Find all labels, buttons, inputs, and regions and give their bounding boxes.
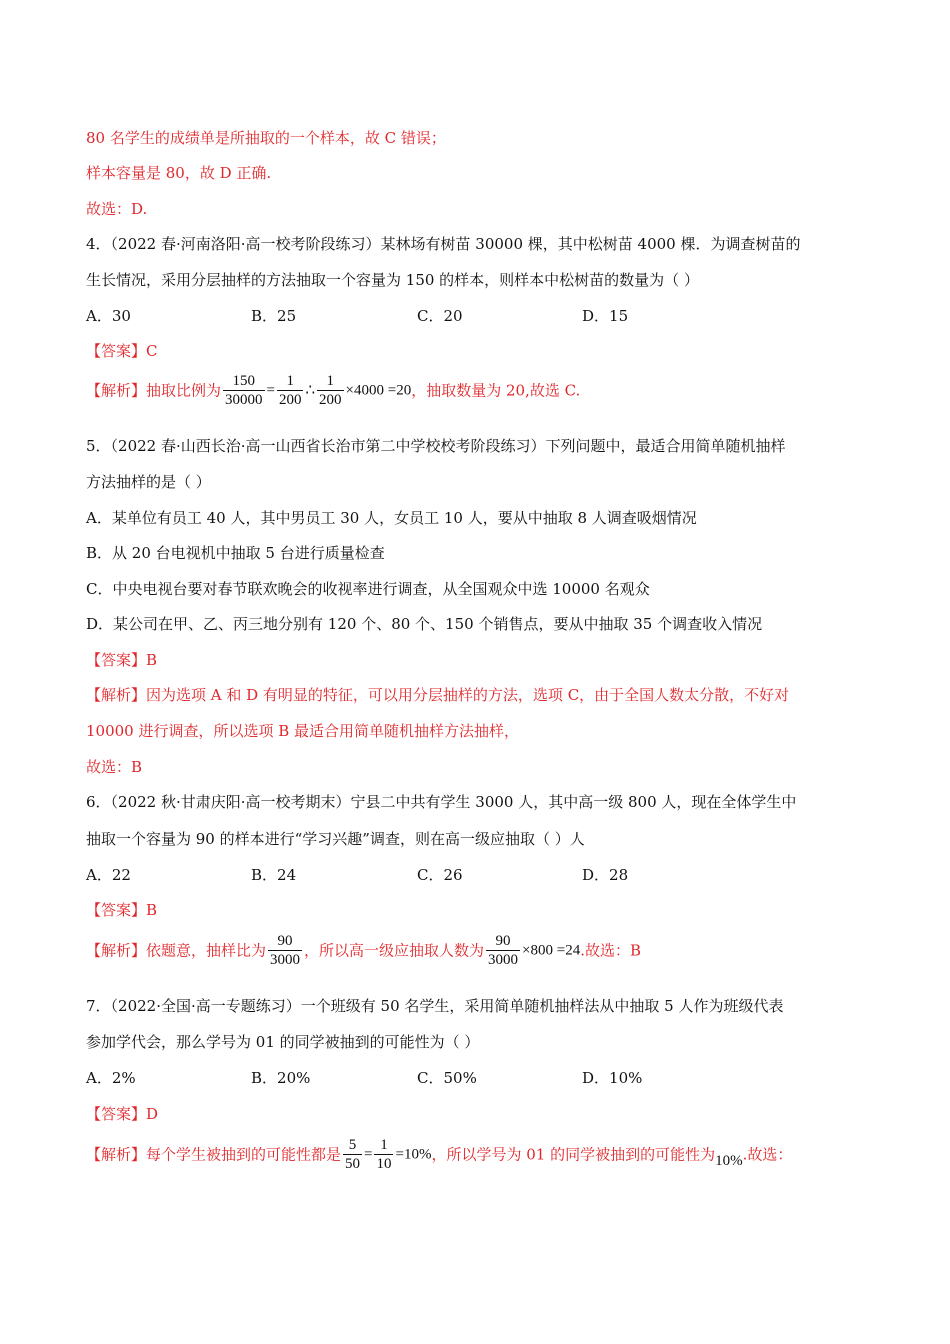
q7-answer: 【答案】D — [86, 1105, 159, 1123]
q5-option-d: D．某公司在甲、乙、丙三地分别有 120 个、80 个、150 个销售点，要从中抽取 35 个调查收入情况 — [86, 615, 763, 633]
q5-analysis-line3: 故选：B — [86, 758, 143, 776]
q6-analysis-mid: ，所以高一级应抽取人数为 — [304, 941, 485, 960]
q4-stem-line2: 生长情况，采用分层抽样的方法抽取一个容量为 150 的样本，则样本中松树苗的数量为（ ） — [86, 271, 699, 289]
q7-analysis — [86, 1136, 792, 1173]
q5-stem-line1: 5．（2022 春·山西长治·高一山西省长治市第二中学校校考阶段练习）下列问题中，最适合用简单随机抽样 — [86, 437, 786, 455]
q7-analysis-prefix: 【解析】每个学生被抽到的可能性都是 — [86, 1145, 342, 1164]
q4-fraction-150-30000 — [223, 372, 265, 409]
q7-option-b: B．20% — [251, 1069, 311, 1087]
q6-fraction-90-3000 — [268, 932, 302, 969]
q6-option-c: C．26 — [417, 866, 463, 884]
q6-option-a: A．22 — [86, 866, 131, 884]
q6-frac1-num: 90 — [277, 933, 293, 949]
q5-analysis-line1: 【解析】因为选项 A 和 D 有明显的特征，可以用分层抽样的方法，选项 C，由于全国人数太分散，不好对 — [86, 686, 790, 704]
q3-answer-line: 故选：D. — [86, 200, 148, 218]
q4-fraction-1-200 — [277, 372, 304, 409]
q3-analysis-line1: 80 名学生的成绩单是所抽取的一个样本，故 C 错误； — [86, 129, 446, 147]
q6-stem-line2: 抽取一个容量为 90 的样本进行“学习兴趣”调查，则在高一级应抽取（ ）人 — [86, 830, 585, 848]
q6-analysis-prefix: 【解析】依题意，抽样比为 — [86, 941, 267, 960]
q6-stem-line1: 6．（2022 秋·甘肃庆阳·高一校考期末）宁县二中共有学生 3000 人，其中高一级 800 人，现在全体学生中 — [86, 793, 797, 811]
q7-equals: = — [364, 1146, 373, 1163]
q7-stem-line2: 参加学代会，那么学号为 01 的同学被抽到的可能性为（ ） — [86, 1033, 480, 1051]
q6-frac2-num: 90 — [495, 933, 511, 949]
q4-frac3-num: 1 — [326, 373, 335, 389]
q4-fraction-1-200-b — [317, 372, 344, 409]
q6-answer: 【答案】B — [86, 901, 158, 919]
q7-fraction-1-10 — [374, 1136, 393, 1173]
q6-product: ×800 =24 — [522, 942, 581, 959]
q4-stem-line1: 4．（2022 春·河南洛阳·高一校考阶段练习）某林场有树苗 30000 棵，其中松树苗 4000 棵．为调查树苗的 — [86, 235, 801, 253]
q4-answer: 【答案】C — [86, 342, 158, 360]
q4-therefore-symbol: ∴ — [305, 382, 316, 399]
q4-product: ×4000 =20 — [345, 382, 412, 399]
q4-frac2-den: 200 — [278, 392, 302, 408]
q4-option-b: B．25 — [251, 307, 297, 325]
q3-analysis-line2: 样本容量是 80，故 D 正确. — [86, 164, 272, 182]
q6-analysis — [86, 932, 641, 969]
q4-frac2-num: 1 — [286, 373, 294, 389]
q4-option-a: A．30 — [86, 307, 131, 325]
q4-analysis-prefix: 【解析】抽取比例为 — [86, 381, 222, 400]
q6-fraction-90-3000-b — [486, 932, 520, 969]
q6-frac1-den: 3000 — [270, 952, 301, 968]
q7-stem-line1: 7．（2022·全国·高一专题练习）一个班级有 50 名学生，采用简单随机抽样法从中抽取 5 人作为班级代表 — [86, 997, 784, 1015]
q4-frac1-num: 150 — [232, 373, 256, 389]
q7-fraction-5-50 — [343, 1136, 362, 1173]
q7-percent: =10% — [395, 1146, 432, 1163]
q5-analysis-line2: 10000 进行调查，所以选项 B 最适合用简单随机抽样方法抽样， — [86, 722, 520, 740]
q4-option-c: C．20 — [417, 307, 463, 325]
q4-frac1-den: 30000 — [225, 392, 263, 408]
q7-option-a: A．2% — [86, 1069, 136, 1087]
q7-frac1-den: 50 — [345, 1156, 361, 1172]
q4-frac3-den: 200 — [319, 392, 342, 408]
q5-option-b: B．从 20 台电视机中抽取 5 台进行质量检查 — [86, 544, 385, 562]
q6-frac2-den: 3000 — [488, 952, 519, 968]
q6-option-d: D．28 — [582, 866, 629, 884]
q4-option-d: D．15 — [582, 307, 629, 325]
q4-analysis-suffix: ，抽取数量为 20,故选 C. — [411, 381, 581, 400]
q7-analysis-mid: ，所以学号为 01 的同学被抽到的可能性为 — [431, 1145, 716, 1164]
q7-percent-result: 10% — [715, 1152, 743, 1169]
q5-option-c: C．中央电视台要对春节联欢晚会的收视率进行调查，从全国观众中选 10000 名观众 — [86, 580, 650, 598]
q4-equals: = — [266, 382, 275, 399]
q6-option-b: B．24 — [251, 866, 297, 884]
q5-option-a: A．某单位有员工 40 人，其中男员工 30 人，女员工 10 人，要从中抽取 8 人调查吸烟情况 — [86, 509, 697, 527]
q5-stem-line2: 方法抽样的是（ ） — [86, 473, 211, 491]
q7-frac2-num: 1 — [380, 1137, 388, 1153]
q7-frac1-num: 5 — [348, 1137, 357, 1153]
q5-answer: 【答案】B — [86, 651, 158, 669]
q6-analysis-suffix: .故选：B — [580, 941, 641, 960]
q7-option-c: C．50% — [417, 1069, 477, 1087]
q7-option-d: D．10% — [582, 1069, 643, 1087]
q7-analysis-suffix: .故选： — [742, 1145, 793, 1164]
q7-frac2-den: 10 — [376, 1156, 392, 1172]
q4-analysis — [86, 372, 580, 409]
